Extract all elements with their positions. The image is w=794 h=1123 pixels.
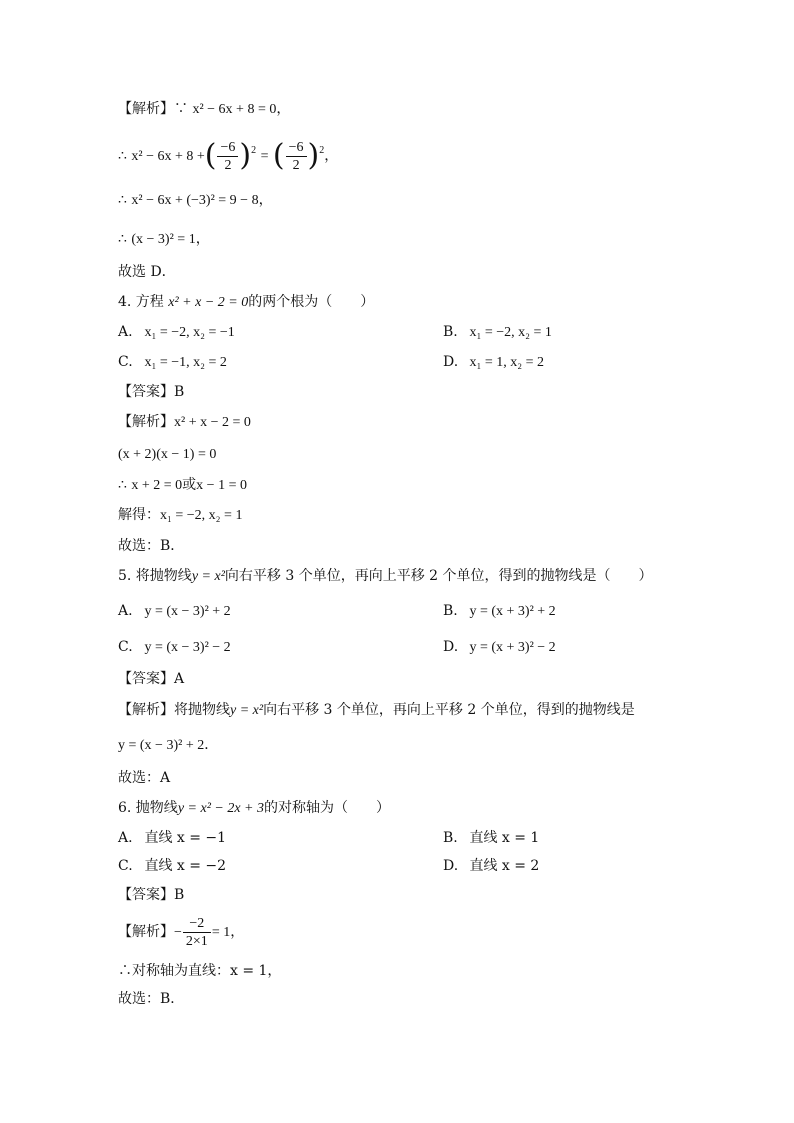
option-text: y = (x + 3)² + 2 — [469, 604, 556, 619]
option-text: y = (x − 3)² + 2 — [144, 604, 231, 619]
option-label: C. — [118, 354, 133, 370]
q4-option-b[interactable] — [443, 322, 552, 344]
equation: x + 2 = 0 — [131, 478, 183, 493]
analysis-label: 【解析】 — [118, 924, 174, 940]
q5-answer: 【答案】A — [118, 671, 185, 687]
q6-option-b[interactable] — [443, 828, 539, 850]
question-text: 向右平移 3 个单位，再向上平移 2 个单位，得到的抛物线是（ ） — [224, 568, 653, 584]
equation: (x − 3)² = 1， — [131, 232, 210, 247]
question-number: 6. 抛物线 — [118, 800, 178, 816]
option-text: 直线 x = −2 — [144, 858, 227, 874]
left-paren: ( — [272, 138, 285, 173]
q4-step1 — [118, 444, 216, 466]
q6-option-c[interactable] — [118, 856, 226, 878]
q4-answer: 【答案】B — [118, 384, 185, 400]
q5-option-d[interactable] — [443, 637, 556, 659]
q4-option-d[interactable] — [443, 352, 544, 374]
q4-step3 — [118, 505, 242, 527]
analysis-label: 【解析】将抛物线 — [118, 702, 230, 718]
q6-stem — [118, 798, 390, 820]
option-label: A. — [118, 830, 133, 846]
equation: y = (x − 3)² + 2． — [118, 738, 219, 753]
fraction — [183, 915, 211, 950]
fraction-denominator: 2×1 — [185, 933, 208, 949]
equation: y = x² − 2x + 3 — [177, 801, 264, 816]
option-text: x₁ = −2, x₂ = 1 — [469, 325, 552, 340]
q5-result — [118, 735, 218, 757]
option-label: A. — [118, 603, 133, 619]
q4-option-c[interactable] — [118, 352, 227, 374]
analysis3-line2 — [118, 138, 338, 174]
question-text: 的两个根为（ ） — [248, 294, 375, 310]
q4-choose: 故选：B． — [118, 538, 185, 554]
analysis-label: 【解析】 — [118, 101, 174, 117]
therefore-symbol: ∴ — [118, 231, 127, 247]
equation: x − 1 = 0 — [196, 478, 247, 493]
exponent: 2 — [251, 145, 257, 156]
q4-analysis — [118, 412, 251, 434]
option-label: B. — [443, 324, 458, 340]
because-symbol: ∵ — [174, 101, 188, 117]
q5-option-b[interactable] — [443, 601, 556, 623]
option-label: B. — [443, 830, 458, 846]
right-paren: ) — [239, 138, 252, 173]
option-text: x₁ = −2, x₂ = −1 — [144, 325, 235, 340]
analysis3-choose: 故选 D． — [118, 264, 176, 280]
q6-axis: ∴对称轴为直线：x = 1， — [118, 963, 282, 979]
left-paren: ( — [204, 138, 217, 173]
q5-stem — [118, 566, 653, 588]
equals: = — [260, 149, 269, 164]
option-label: C. — [118, 639, 133, 655]
q4-option-a[interactable] — [118, 322, 235, 344]
option-text: 直线 x = 1 — [469, 830, 540, 846]
therefore-symbol: ∴ — [118, 192, 127, 208]
option-label: A. — [118, 324, 133, 340]
option-text: x₁ = 1, x₂ = 2 — [469, 355, 545, 370]
q4-stem — [118, 292, 374, 314]
equation: x² + x − 2 = 0 — [168, 295, 249, 310]
analysis3-line3 — [118, 190, 273, 212]
analysis3-line1 — [118, 99, 290, 121]
fraction-numerator: −6 — [217, 139, 238, 157]
q5-option-c[interactable] — [118, 637, 231, 659]
q5-option-a[interactable] — [118, 601, 231, 623]
fraction-denominator: 2 — [224, 157, 232, 173]
equation: y = x² — [191, 569, 225, 584]
q6-choose: 故选：B． — [118, 991, 185, 1007]
q6-option-d[interactable] — [443, 856, 539, 878]
q4-step2 — [118, 475, 247, 497]
q6-answer: 【答案】B — [118, 887, 185, 903]
option-label: D. — [443, 858, 459, 874]
or-word: 或 — [182, 477, 197, 493]
option-text: y = (x − 3)² − 2 — [144, 640, 231, 655]
q6-option-a[interactable] — [118, 828, 226, 850]
option-text: 直线 x = −1 — [144, 830, 227, 846]
equation-end: = 1， — [211, 925, 245, 940]
option-label: B. — [443, 603, 458, 619]
option-text: x₁ = −1, x₂ = 2 — [144, 355, 227, 370]
fraction-numerator: −6 — [286, 139, 307, 157]
exponent: 2 — [319, 145, 325, 156]
equation: x₁ = −2, x₂ = 1 — [160, 508, 243, 523]
option-label: D. — [443, 354, 459, 370]
equation: x² − 6x + (−3)² = 9 − 8， — [131, 193, 273, 208]
therefore-symbol: ∴ — [118, 148, 127, 164]
q6-analysis — [118, 912, 244, 952]
equation: x² + x − 2 = 0 — [174, 415, 251, 430]
fraction — [286, 139, 307, 174]
minus-sign: − — [174, 925, 182, 940]
equation: (x + 2)(x − 1) = 0 — [118, 447, 217, 462]
option-text: y = (x + 3)² − 2 — [469, 640, 556, 655]
solve-label: 解得： — [118, 507, 160, 523]
fraction-numerator: −2 — [183, 915, 211, 933]
question-number: 5. 将抛物线 — [118, 568, 192, 584]
option-label: D. — [443, 639, 459, 655]
question-text: 的对称轴为（ ） — [264, 800, 390, 816]
therefore-symbol: ∴ — [118, 477, 127, 493]
equation: x² − 6x + 8 = 0， — [192, 102, 291, 117]
fraction-denominator: 2 — [292, 157, 300, 173]
analysis-label: 【解析】 — [118, 414, 174, 430]
option-text: 直线 x = 2 — [469, 858, 540, 874]
fraction — [217, 139, 238, 174]
equation: y = x² — [230, 703, 264, 718]
equation-lhs: x² − 6x + 8 + — [131, 149, 205, 164]
q5-analysis — [118, 700, 635, 722]
option-label: C. — [118, 858, 133, 874]
right-paren: ) — [307, 138, 320, 173]
comma: ， — [324, 148, 339, 164]
analysis3-line4 — [118, 229, 210, 251]
analysis-text: 向右平移 3 个单位，再向上平移 2 个单位，得到的抛物线是 — [263, 702, 635, 718]
question-number: 4. 方程 — [118, 294, 164, 310]
q5-choose: 故选：A — [118, 770, 171, 786]
